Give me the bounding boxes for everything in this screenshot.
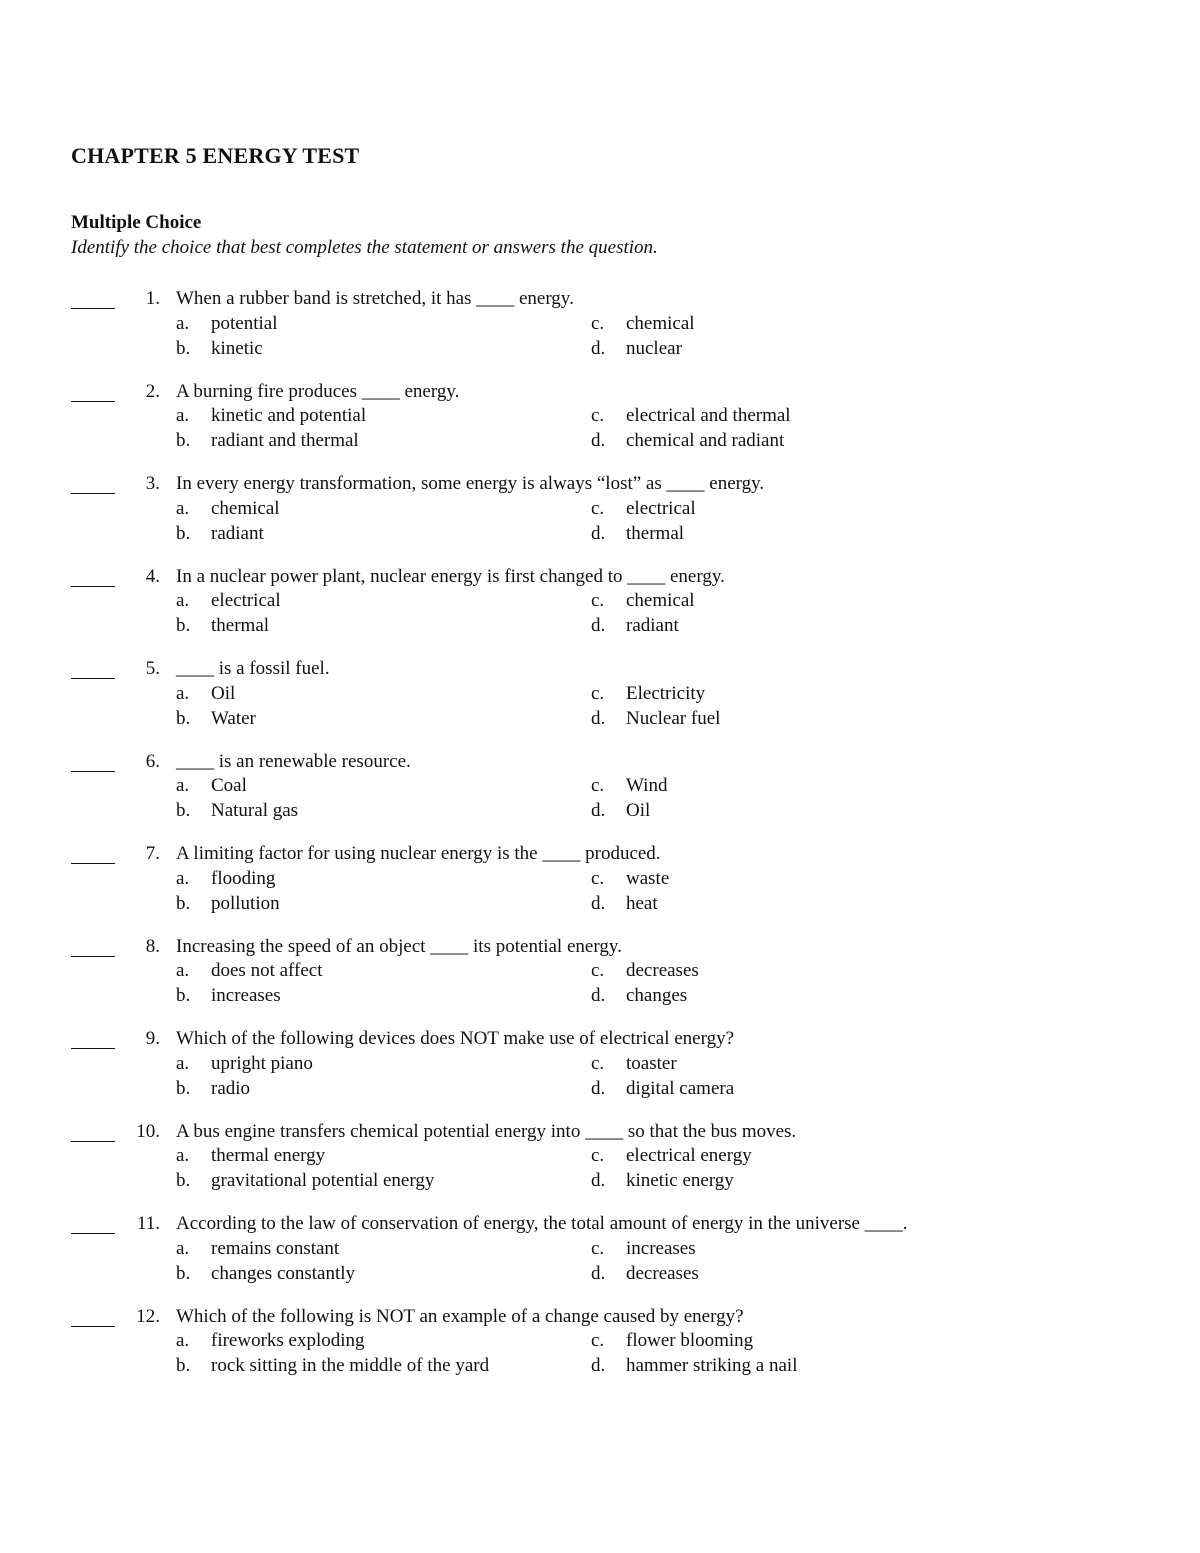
option-letter: a.	[176, 682, 190, 704]
option-text: Oil	[211, 682, 236, 704]
option-letter: b.	[176, 892, 191, 914]
option-letter: a.	[176, 405, 190, 427]
option-letter: a.	[176, 1237, 190, 1259]
option-text: decreases	[626, 1262, 699, 1284]
option-text: heat	[626, 892, 658, 914]
option-letter: a.	[176, 1330, 190, 1352]
option-letter: d.	[591, 337, 606, 359]
option-c	[591, 959, 699, 984]
option-d	[591, 1354, 797, 1379]
option-letter: c.	[591, 1237, 605, 1259]
option-letter: a.	[176, 775, 190, 797]
answer-blank[interactable]	[71, 586, 115, 587]
option-letter: b.	[176, 707, 191, 729]
option-letter: a.	[176, 497, 190, 519]
option-d	[591, 337, 682, 362]
option-d	[591, 707, 720, 732]
option-letter: b.	[176, 430, 191, 452]
option-letter: d.	[591, 1355, 606, 1377]
answer-blank[interactable]	[71, 678, 115, 679]
option-letter: c.	[591, 960, 605, 982]
option-letter: b.	[176, 615, 191, 637]
option-c	[591, 1052, 677, 1077]
option-text: Wind	[626, 775, 668, 797]
option-a	[176, 959, 323, 984]
option-text: radiant	[211, 522, 264, 544]
option-text: thermal	[626, 522, 685, 544]
option-d	[591, 1262, 699, 1287]
question-stem: A burning fire produces ____ energy.	[176, 380, 460, 402]
answer-blank[interactable]	[71, 771, 115, 772]
answer-blank[interactable]	[71, 1141, 115, 1142]
option-text: chemical and radiant	[626, 430, 785, 452]
option-d	[591, 1077, 734, 1102]
question-stem: ____ is an renewable resource.	[176, 750, 411, 772]
option-letter: c.	[591, 867, 605, 889]
option-text: decreases	[626, 960, 699, 982]
option-a	[176, 497, 280, 522]
option-letter: b.	[176, 1262, 191, 1284]
question-number: 12.	[136, 1305, 160, 1327]
option-text: kinetic	[211, 337, 263, 359]
option-b	[176, 707, 256, 732]
option-text: flooding	[211, 867, 276, 889]
question-number: 11.	[136, 1213, 160, 1234]
option-text: radio	[211, 1077, 251, 1099]
option-c	[591, 497, 696, 522]
option-text: Nuclear fuel	[626, 707, 721, 729]
option-letter: c.	[591, 682, 605, 704]
answer-blank[interactable]	[71, 1048, 115, 1049]
answer-blank[interactable]	[71, 863, 115, 864]
option-a	[176, 1329, 365, 1354]
page-title: CHAPTER 5 ENERGY TEST	[71, 143, 360, 168]
option-text: kinetic and potential	[211, 405, 367, 427]
question-10	[0, 1120, 1200, 1213]
option-a	[176, 1144, 325, 1169]
option-b	[176, 522, 264, 547]
option-letter: c.	[591, 497, 605, 519]
option-d	[591, 892, 658, 917]
option-text: kinetic energy	[626, 1170, 734, 1192]
question-9	[0, 1027, 1200, 1120]
option-text: digital camera	[626, 1077, 735, 1099]
question-stem: Increasing the speed of an object ____ its potential energy.	[176, 935, 622, 957]
option-letter: c.	[591, 1052, 605, 1074]
option-text: chemical	[211, 497, 280, 519]
option-text: flower blooming	[626, 1330, 754, 1352]
option-letter: c.	[591, 405, 605, 427]
option-letter: a.	[176, 960, 190, 982]
option-letter: d.	[591, 800, 606, 822]
option-letter: a.	[176, 312, 190, 334]
answer-blank[interactable]	[71, 1233, 115, 1234]
option-letter: b.	[176, 337, 191, 359]
option-letter: d.	[591, 1170, 606, 1192]
option-text: increases	[626, 1237, 696, 1259]
option-c	[591, 1329, 753, 1354]
option-letter: b.	[176, 1077, 191, 1099]
question-12	[0, 1305, 1200, 1398]
option-text: electrical and thermal	[626, 405, 791, 427]
question-stem: ____ is a fossil fuel.	[176, 658, 330, 679]
question-8	[0, 935, 1200, 1028]
option-letter: b.	[176, 1170, 191, 1192]
option-letter: a.	[176, 867, 190, 889]
question-5	[0, 657, 1200, 750]
question-number: 2.	[145, 380, 160, 402]
option-text: thermal energy	[211, 1145, 326, 1167]
option-text: remains constant	[211, 1237, 340, 1259]
option-letter: d.	[591, 985, 606, 1007]
option-text: Oil	[626, 800, 651, 822]
option-letter: c.	[591, 312, 605, 334]
option-letter: b.	[176, 985, 191, 1007]
option-text: radiant	[626, 615, 679, 637]
option-letter: c.	[591, 1145, 605, 1167]
option-text: chemical	[626, 312, 695, 334]
option-letter: a.	[176, 1145, 190, 1167]
option-text: changes	[626, 985, 688, 1007]
question-list	[0, 287, 1200, 1397]
option-b	[176, 614, 269, 639]
question-number: 7.	[145, 843, 160, 864]
option-text: toaster	[626, 1052, 677, 1074]
option-a	[176, 867, 275, 892]
option-text: nuclear	[626, 337, 682, 359]
option-b	[176, 429, 359, 454]
question-number: 1.	[145, 288, 160, 309]
option-text: radiant and thermal	[211, 430, 359, 452]
option-letter: b.	[176, 800, 191, 822]
option-letter: d.	[591, 522, 606, 544]
question-stem: A bus engine transfers chemical potential energy into ____ so that the bus moves.	[176, 1120, 797, 1142]
option-letter: d.	[591, 1077, 606, 1099]
option-text: hammer striking a nail	[626, 1355, 798, 1377]
question-stem: In a nuclear power plant, nuclear energy is first changed to ____ energy.	[176, 565, 725, 587]
option-a	[176, 774, 247, 799]
option-d	[591, 984, 687, 1009]
question-6	[0, 750, 1200, 843]
question-number: 3.	[145, 473, 160, 494]
option-letter: b.	[176, 522, 191, 544]
option-c	[591, 867, 669, 892]
question-number: 4.	[145, 565, 160, 587]
option-letter: a.	[176, 1052, 190, 1074]
question-11	[0, 1212, 1200, 1305]
option-letter: d.	[591, 892, 606, 914]
option-d	[591, 614, 679, 639]
option-text: electrical energy	[626, 1145, 752, 1167]
option-text: Natural gas	[211, 800, 299, 822]
option-a	[176, 589, 281, 614]
question-stem: According to the law of conservation of energy, the total amount of energy in the universe ____.	[176, 1213, 908, 1234]
instructions: Identify the choice that best completes the statement or answers the question.	[71, 237, 658, 258]
option-text: electrical	[626, 497, 696, 519]
option-d	[591, 799, 650, 824]
option-b	[176, 1169, 434, 1194]
option-text: changes constantly	[211, 1262, 356, 1284]
question-stem: A limiting factor for using nuclear energy is the ____ produced.	[176, 843, 661, 864]
question-stem: When a rubber band is stretched, it has ____ energy.	[176, 288, 574, 309]
option-text: Electricity	[626, 682, 706, 704]
option-text: gravitational potential energy	[211, 1170, 435, 1192]
answer-blank[interactable]	[71, 401, 115, 402]
option-letter: d.	[591, 615, 606, 637]
option-text: pollution	[211, 892, 280, 914]
option-letter: a.	[176, 590, 190, 612]
question-number: 6.	[145, 750, 160, 772]
option-text: chemical	[626, 590, 695, 612]
option-text: potential	[211, 312, 278, 334]
option-d	[591, 1169, 734, 1194]
question-1	[0, 287, 1200, 380]
option-text: does not affect	[211, 960, 323, 982]
option-a	[176, 312, 277, 337]
question-2	[0, 380, 1200, 473]
option-text: Coal	[211, 775, 247, 797]
option-c	[591, 1144, 752, 1169]
option-d	[591, 522, 684, 547]
option-letter: d.	[591, 430, 606, 452]
option-b	[176, 1077, 250, 1102]
option-c	[591, 404, 791, 429]
option-b	[176, 337, 263, 362]
option-b	[176, 1354, 489, 1379]
option-text: thermal	[211, 615, 270, 637]
option-letter: b.	[176, 1355, 191, 1377]
option-letter: c.	[591, 590, 605, 612]
option-text: increases	[211, 985, 281, 1007]
option-text: upright piano	[211, 1052, 313, 1074]
option-c	[591, 774, 667, 799]
option-c	[591, 312, 695, 337]
question-number: 8.	[145, 935, 160, 957]
question-7	[0, 842, 1200, 935]
option-text: Water	[211, 707, 256, 729]
option-letter: d.	[591, 707, 606, 729]
section-title: Multiple Choice	[71, 212, 202, 233]
option-b	[176, 984, 281, 1009]
option-c	[591, 682, 705, 707]
option-b	[176, 1262, 355, 1287]
option-letter: d.	[591, 1262, 606, 1284]
question-stem: Which of the following is NOT an example of a change caused by energy?	[176, 1305, 744, 1327]
option-letter: c.	[591, 775, 605, 797]
option-c	[591, 589, 695, 614]
option-text: rock sitting in the middle of the yard	[211, 1355, 490, 1377]
question-3	[0, 472, 1200, 565]
option-a	[176, 682, 235, 707]
option-a	[176, 404, 366, 429]
option-d	[591, 429, 784, 454]
option-b	[176, 799, 298, 824]
option-text: waste	[626, 867, 670, 889]
answer-blank[interactable]	[71, 1326, 115, 1327]
option-text: fireworks exploding	[211, 1330, 365, 1352]
answer-blank[interactable]	[71, 308, 115, 309]
option-b	[176, 892, 280, 917]
option-c	[591, 1237, 696, 1262]
answer-blank[interactable]	[71, 493, 115, 494]
question-number: 10.	[136, 1120, 160, 1142]
option-text: electrical	[211, 590, 281, 612]
question-stem: In every energy transformation, some energy is always “lost” as ____ energy.	[176, 473, 765, 494]
question-number: 9.	[145, 1028, 160, 1049]
question-number: 5.	[145, 658, 160, 679]
answer-blank[interactable]	[71, 956, 115, 957]
question-4	[0, 565, 1200, 658]
option-a	[176, 1052, 313, 1077]
question-stem: Which of the following devices does NOT make use of electrical energy?	[176, 1028, 735, 1049]
option-a	[176, 1237, 339, 1262]
option-letter: c.	[591, 1330, 605, 1352]
